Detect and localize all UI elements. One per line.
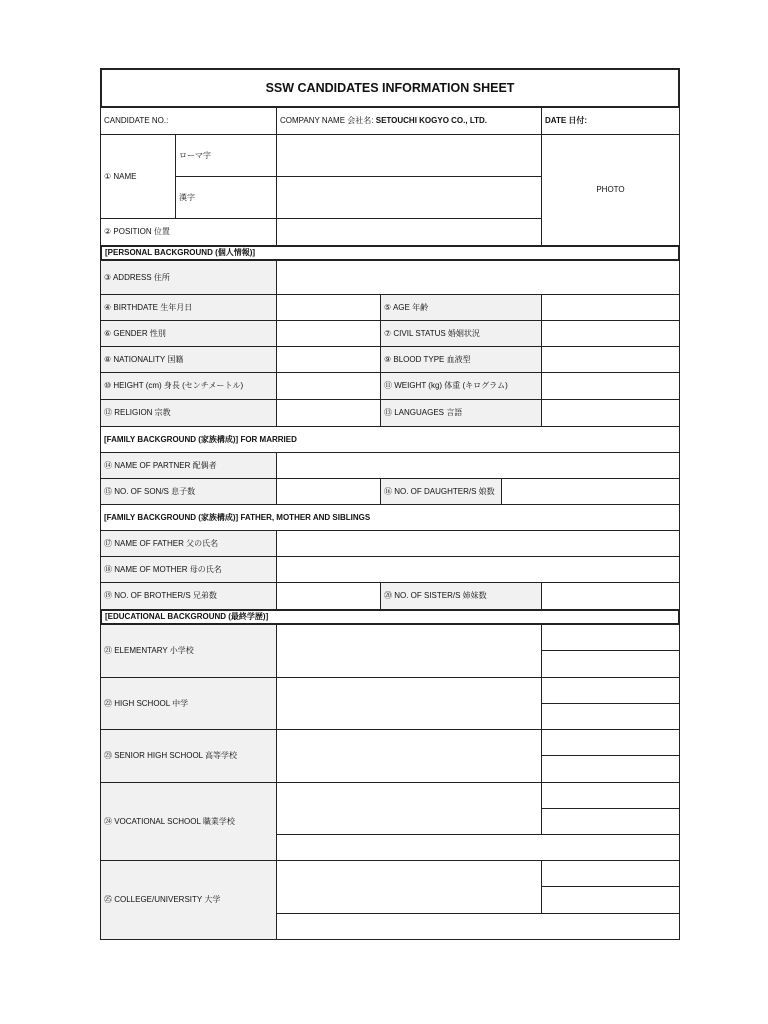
sisters-field[interactable] [541, 582, 680, 610]
elementary-from-field[interactable] [541, 624, 680, 651]
kanji-label: 漢字 [175, 176, 277, 219]
vocational-course-field[interactable] [276, 834, 680, 861]
personal-background-header: [PERSONAL BACKGROUND (個人情報)] [100, 245, 680, 261]
name-label: ① NAME [100, 134, 176, 219]
senior-high-label: ㉓ SENIOR HIGH SCHOOL 高等学校 [100, 729, 277, 783]
romaji-name-field[interactable] [276, 134, 542, 177]
father-label: ⑰ NAME OF FATHER 父の氏名 [100, 530, 277, 557]
company-name-cell [276, 107, 542, 135]
position-field[interactable] [276, 218, 542, 246]
age-field[interactable] [541, 294, 680, 321]
elementary-school-field[interactable] [276, 624, 542, 678]
mother-field[interactable] [276, 556, 680, 583]
family-married-header: [FAMILY BACKGROUND (家族構成)] FOR MARRIED [100, 426, 680, 453]
age-label: ⑤ AGE 年齢 [380, 294, 542, 321]
nationality-field[interactable] [276, 346, 381, 373]
sons-field[interactable] [276, 478, 381, 505]
vocational-label: ㉔ VOCATIONAL SCHOOL 職業学校 [100, 782, 277, 861]
romaji-label: ローマ字 [175, 134, 277, 177]
languages-label: ⑬ LANGUAGES 言語 [380, 399, 542, 427]
sons-label: ⑮ NO. OF SON/S 息子数 [100, 478, 277, 505]
height-field[interactable] [276, 372, 381, 400]
father-field[interactable] [276, 530, 680, 557]
religion-field[interactable] [276, 399, 381, 427]
college-from-field[interactable] [541, 860, 680, 887]
height-label: ⑩ HEIGHT (cm) 身長 (センチメートル) [100, 372, 277, 400]
elementary-label: ㉑ ELEMENTARY 小学校 [100, 624, 277, 678]
partner-field[interactable] [276, 452, 680, 479]
company-name-value: SETOUCHI KOGYO CO., LTD. [375, 116, 487, 126]
sisters-label: ⑳ NO. OF SISTER/S 姉妹数 [380, 582, 542, 610]
photo-box[interactable]: PHOTO [541, 134, 680, 246]
brothers-label: ⑲ NO. OF BROTHER/S 兄弟数 [100, 582, 277, 610]
college-to-field[interactable] [541, 886, 680, 914]
gender-label: ⑥ GENDER 性別 [100, 320, 277, 347]
candidate-no-label: CANDIDATE NO.: [100, 107, 277, 135]
high-school-to-field[interactable] [541, 703, 680, 730]
religion-label: ⑫ RELIGION 宗教 [100, 399, 277, 427]
birthdate-label: ④ BIRTHDATE 生年月日 [100, 294, 277, 321]
family-parents-header: [FAMILY BACKGROUND (家族構成)] FATHER, MOTHER AND SIBLINGS [100, 504, 680, 531]
high-school-field[interactable] [276, 677, 542, 730]
languages-field[interactable] [541, 399, 680, 427]
nationality-label: ⑧ NATIONALITY 国籍 [100, 346, 277, 373]
weight-field[interactable] [541, 372, 680, 400]
page-title: SSW CANDIDATES INFORMATION SHEET [100, 68, 680, 108]
high-school-from-field[interactable] [541, 677, 680, 704]
partner-label: ⑭ NAME OF PARTNER 配偶者 [100, 452, 277, 479]
civil-status-field[interactable] [541, 320, 680, 347]
mother-label: ⑱ NAME OF MOTHER 母の氏名 [100, 556, 277, 583]
brothers-field[interactable] [276, 582, 381, 610]
vocational-from-field[interactable] [541, 782, 680, 809]
vocational-school-field[interactable] [276, 782, 542, 835]
address-label: ③ ADDRESS 住所 [100, 260, 277, 295]
college-label: ㉕ COLLEGE/UNIVERSITY 大学 [100, 860, 277, 940]
civil-status-label: ⑦ CIVIL STATUS 婚姻状況 [380, 320, 542, 347]
daughters-field[interactable] [501, 478, 680, 505]
company-name-label: COMPANY NAME 会社名: [280, 116, 374, 126]
daughters-label: ⑯ NO. OF DAUGHTER/S 娘数 [380, 478, 502, 505]
date-label: DATE 日付: [541, 107, 680, 135]
vocational-to-field[interactable] [541, 808, 680, 835]
address-field[interactable] [276, 260, 680, 295]
senior-high-field[interactable] [276, 729, 542, 783]
elementary-to-field[interactable] [541, 650, 680, 678]
birthdate-field[interactable] [276, 294, 381, 321]
position-label: ② POSITION 位置 [100, 218, 277, 246]
high-school-label: ㉒ HIGH SCHOOL 中学 [100, 677, 277, 730]
blood-type-field[interactable] [541, 346, 680, 373]
weight-label: ⑪ WEIGHT (kg) 体重 (キログラム) [380, 372, 542, 400]
senior-high-to-field[interactable] [541, 755, 680, 783]
senior-high-from-field[interactable] [541, 729, 680, 756]
education-header: [EDUCATIONAL BACKGROUND (最終学歴)] [100, 609, 680, 625]
college-course-field[interactable] [276, 913, 680, 940]
college-field[interactable] [276, 860, 542, 914]
information-sheet-form [100, 68, 680, 940]
gender-field[interactable] [276, 320, 381, 347]
blood-type-label: ⑨ BLOOD TYPE 血液型 [380, 346, 542, 373]
kanji-name-field[interactable] [276, 176, 542, 219]
